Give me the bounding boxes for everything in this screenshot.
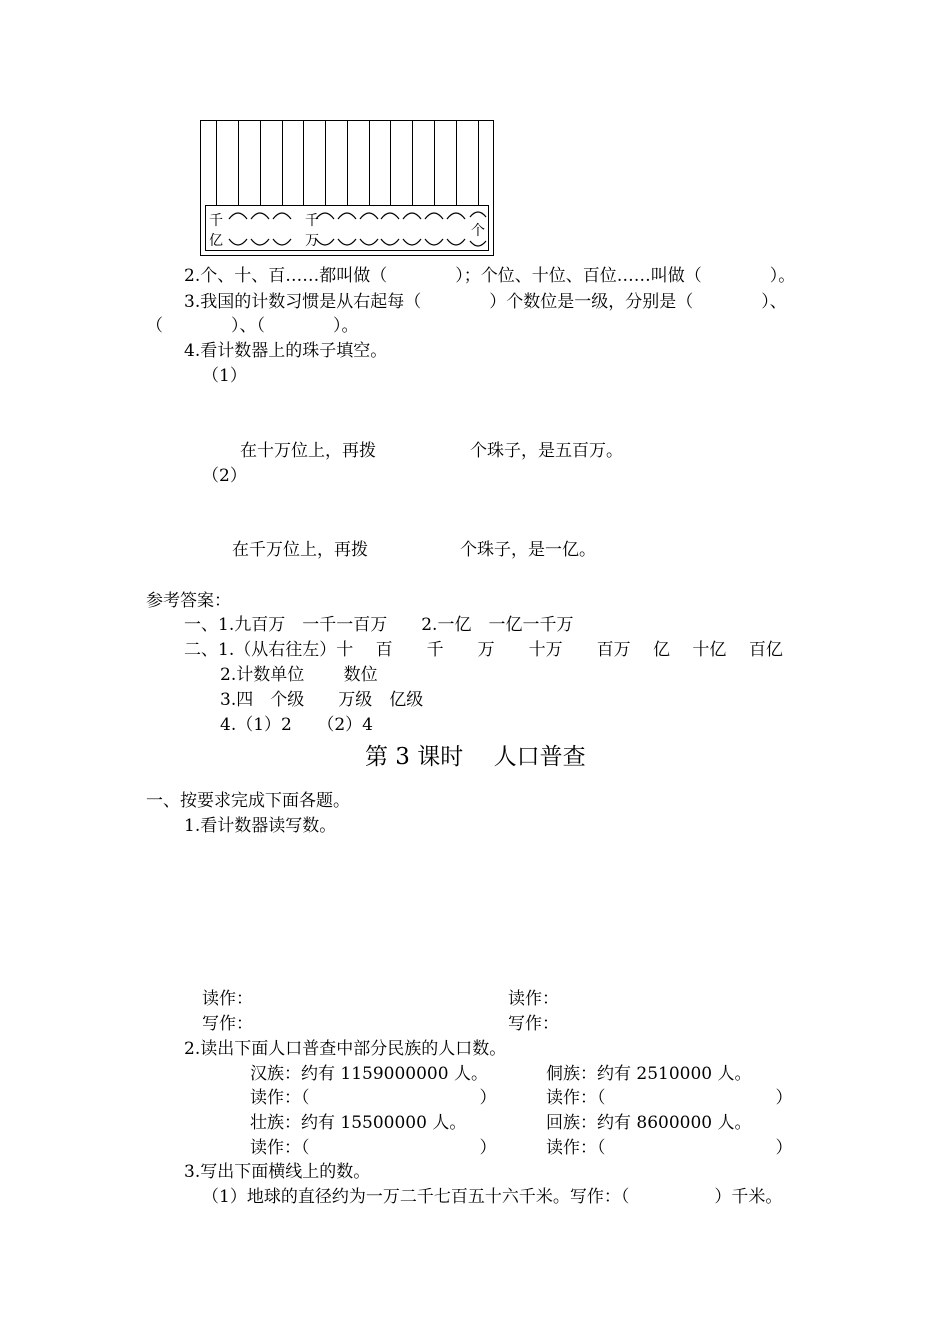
place-label-qianwan-top: 千 [305, 213, 319, 229]
counting-frame [200, 120, 494, 256]
question-4-part-1-label: （1） [202, 366, 247, 386]
ge-bracket-arc [470, 241, 486, 246]
counter-rod [282, 121, 283, 205]
section-1-question-1: 1.看计数器读写数。 [184, 816, 337, 836]
question-4: 4.看计数器上的珠子填空。 [184, 341, 388, 361]
counter-rod [369, 121, 370, 205]
bottom-bracket-arc [360, 239, 378, 245]
counter-rod [303, 121, 304, 205]
write-label-left: 写作： [202, 1014, 253, 1034]
question-4-part-2-label: （2） [202, 466, 247, 486]
label-brackets [201, 121, 495, 257]
hui-population: 回族：约有 8600000 人。 [546, 1113, 752, 1133]
lesson-title: 第 3 课时 人口普查 [365, 744, 586, 770]
write-label-right: 写作： [508, 1014, 559, 1034]
section-1-question-3: 3.写出下面横线上的数。 [184, 1162, 371, 1182]
place-label-qianwan-bottom: 万 [305, 233, 319, 249]
top-bracket-arc [360, 213, 378, 219]
dong-population: 侗族：约有 2510000 人。 [546, 1064, 752, 1084]
bottom-bracket-arc [229, 239, 247, 245]
section-1-question-3-part-1: （1）地球的直径约为一万二千七百五十六千米。写作：（ ）千米。 [202, 1187, 783, 1207]
bottom-bracket-arc [338, 239, 356, 245]
top-bracket-arc [338, 213, 356, 219]
top-bracket-arc [251, 213, 269, 219]
ge-bracket-arc [470, 212, 486, 217]
question-3-line-1: 3.我国的计数习惯是从右起每（ ）个数位是一级，分别是（ ）、 [184, 292, 787, 312]
answers-line-5: 4.（1）2 （2）4 [220, 715, 373, 735]
counter-rod [216, 121, 217, 205]
question-3-line-2: （ ）、（ ）。 [146, 316, 359, 336]
question-2: 2.个、十、百……都叫做（ ）；个位、十位、百位……叫做（ ）。 [184, 266, 796, 286]
bottom-bracket-arc [251, 239, 269, 245]
place-label-qianyi-bottom: 亿 [209, 233, 223, 249]
bottom-bracket-arc [316, 239, 334, 245]
answers-line-2: 二、1.（从右往左）十 百 千 万 十万 百万 亿 十亿 百亿 [184, 640, 783, 660]
bottom-bracket-arc [381, 239, 399, 245]
counter-rod [347, 121, 348, 205]
question-4-part-2-text-a: 在千万位上，再拨 [232, 540, 368, 560]
top-bracket-arc [425, 213, 443, 219]
counter-rod [456, 121, 457, 205]
place-label-ge: 个 [471, 223, 485, 239]
answers-line-3: 2.计数单位 数位 [220, 665, 378, 685]
counter-rod [478, 121, 479, 205]
place-label-qianyi-top: 千 [209, 213, 223, 229]
han-population: 汉族：约有 1159000000 人。 [250, 1064, 488, 1084]
question-4-part-2-text-b: 个珠子，是一亿。 [460, 540, 596, 560]
top-bracket-arc [381, 213, 399, 219]
dong-read-field: 读作：（ ） [546, 1088, 793, 1108]
counter-rod [325, 121, 326, 205]
counter-rod [238, 121, 239, 205]
read-label-left: 读作： [202, 989, 253, 1009]
section-1-question-2: 2.读出下面人口普查中部分民族的人口数。 [184, 1039, 507, 1059]
bottom-bracket-arc [403, 239, 421, 245]
top-bracket-arc [273, 213, 291, 219]
hui-read-field: 读作：（ ） [546, 1138, 793, 1158]
counter-rod [434, 121, 435, 205]
top-bracket-arc [316, 213, 334, 219]
bottom-bracket-arc [273, 239, 291, 245]
question-4-part-1-text-b: 个珠子，是五百万。 [470, 441, 623, 461]
counter-rod [260, 121, 261, 205]
answers-line-4: 3.四 个级 万级 亿级 [220, 690, 424, 710]
bottom-bracket-arc [425, 239, 443, 245]
counter-rod [412, 121, 413, 205]
read-label-right: 读作： [508, 989, 559, 1009]
answers-heading: 参考答案： [146, 591, 231, 611]
zhuang-population: 壮族：约有 15500000 人。 [250, 1113, 467, 1133]
question-4-part-1-text-a: 在十万位上，再拨 [240, 441, 376, 461]
top-bracket-arc [229, 213, 247, 219]
top-bracket-arc [447, 213, 465, 219]
zhuang-read-field: 读作：（ ） [250, 1138, 497, 1158]
answers-line-1: 一、1.九百万 一千一百万 2.一亿 一亿一千万 [184, 615, 574, 635]
counter-rod [390, 121, 391, 205]
bottom-bracket-arc [447, 239, 465, 245]
top-bracket-arc [403, 213, 421, 219]
han-read-field: 读作：（ ） [250, 1088, 497, 1108]
section-1-heading: 一、按要求完成下面各题。 [146, 791, 350, 811]
